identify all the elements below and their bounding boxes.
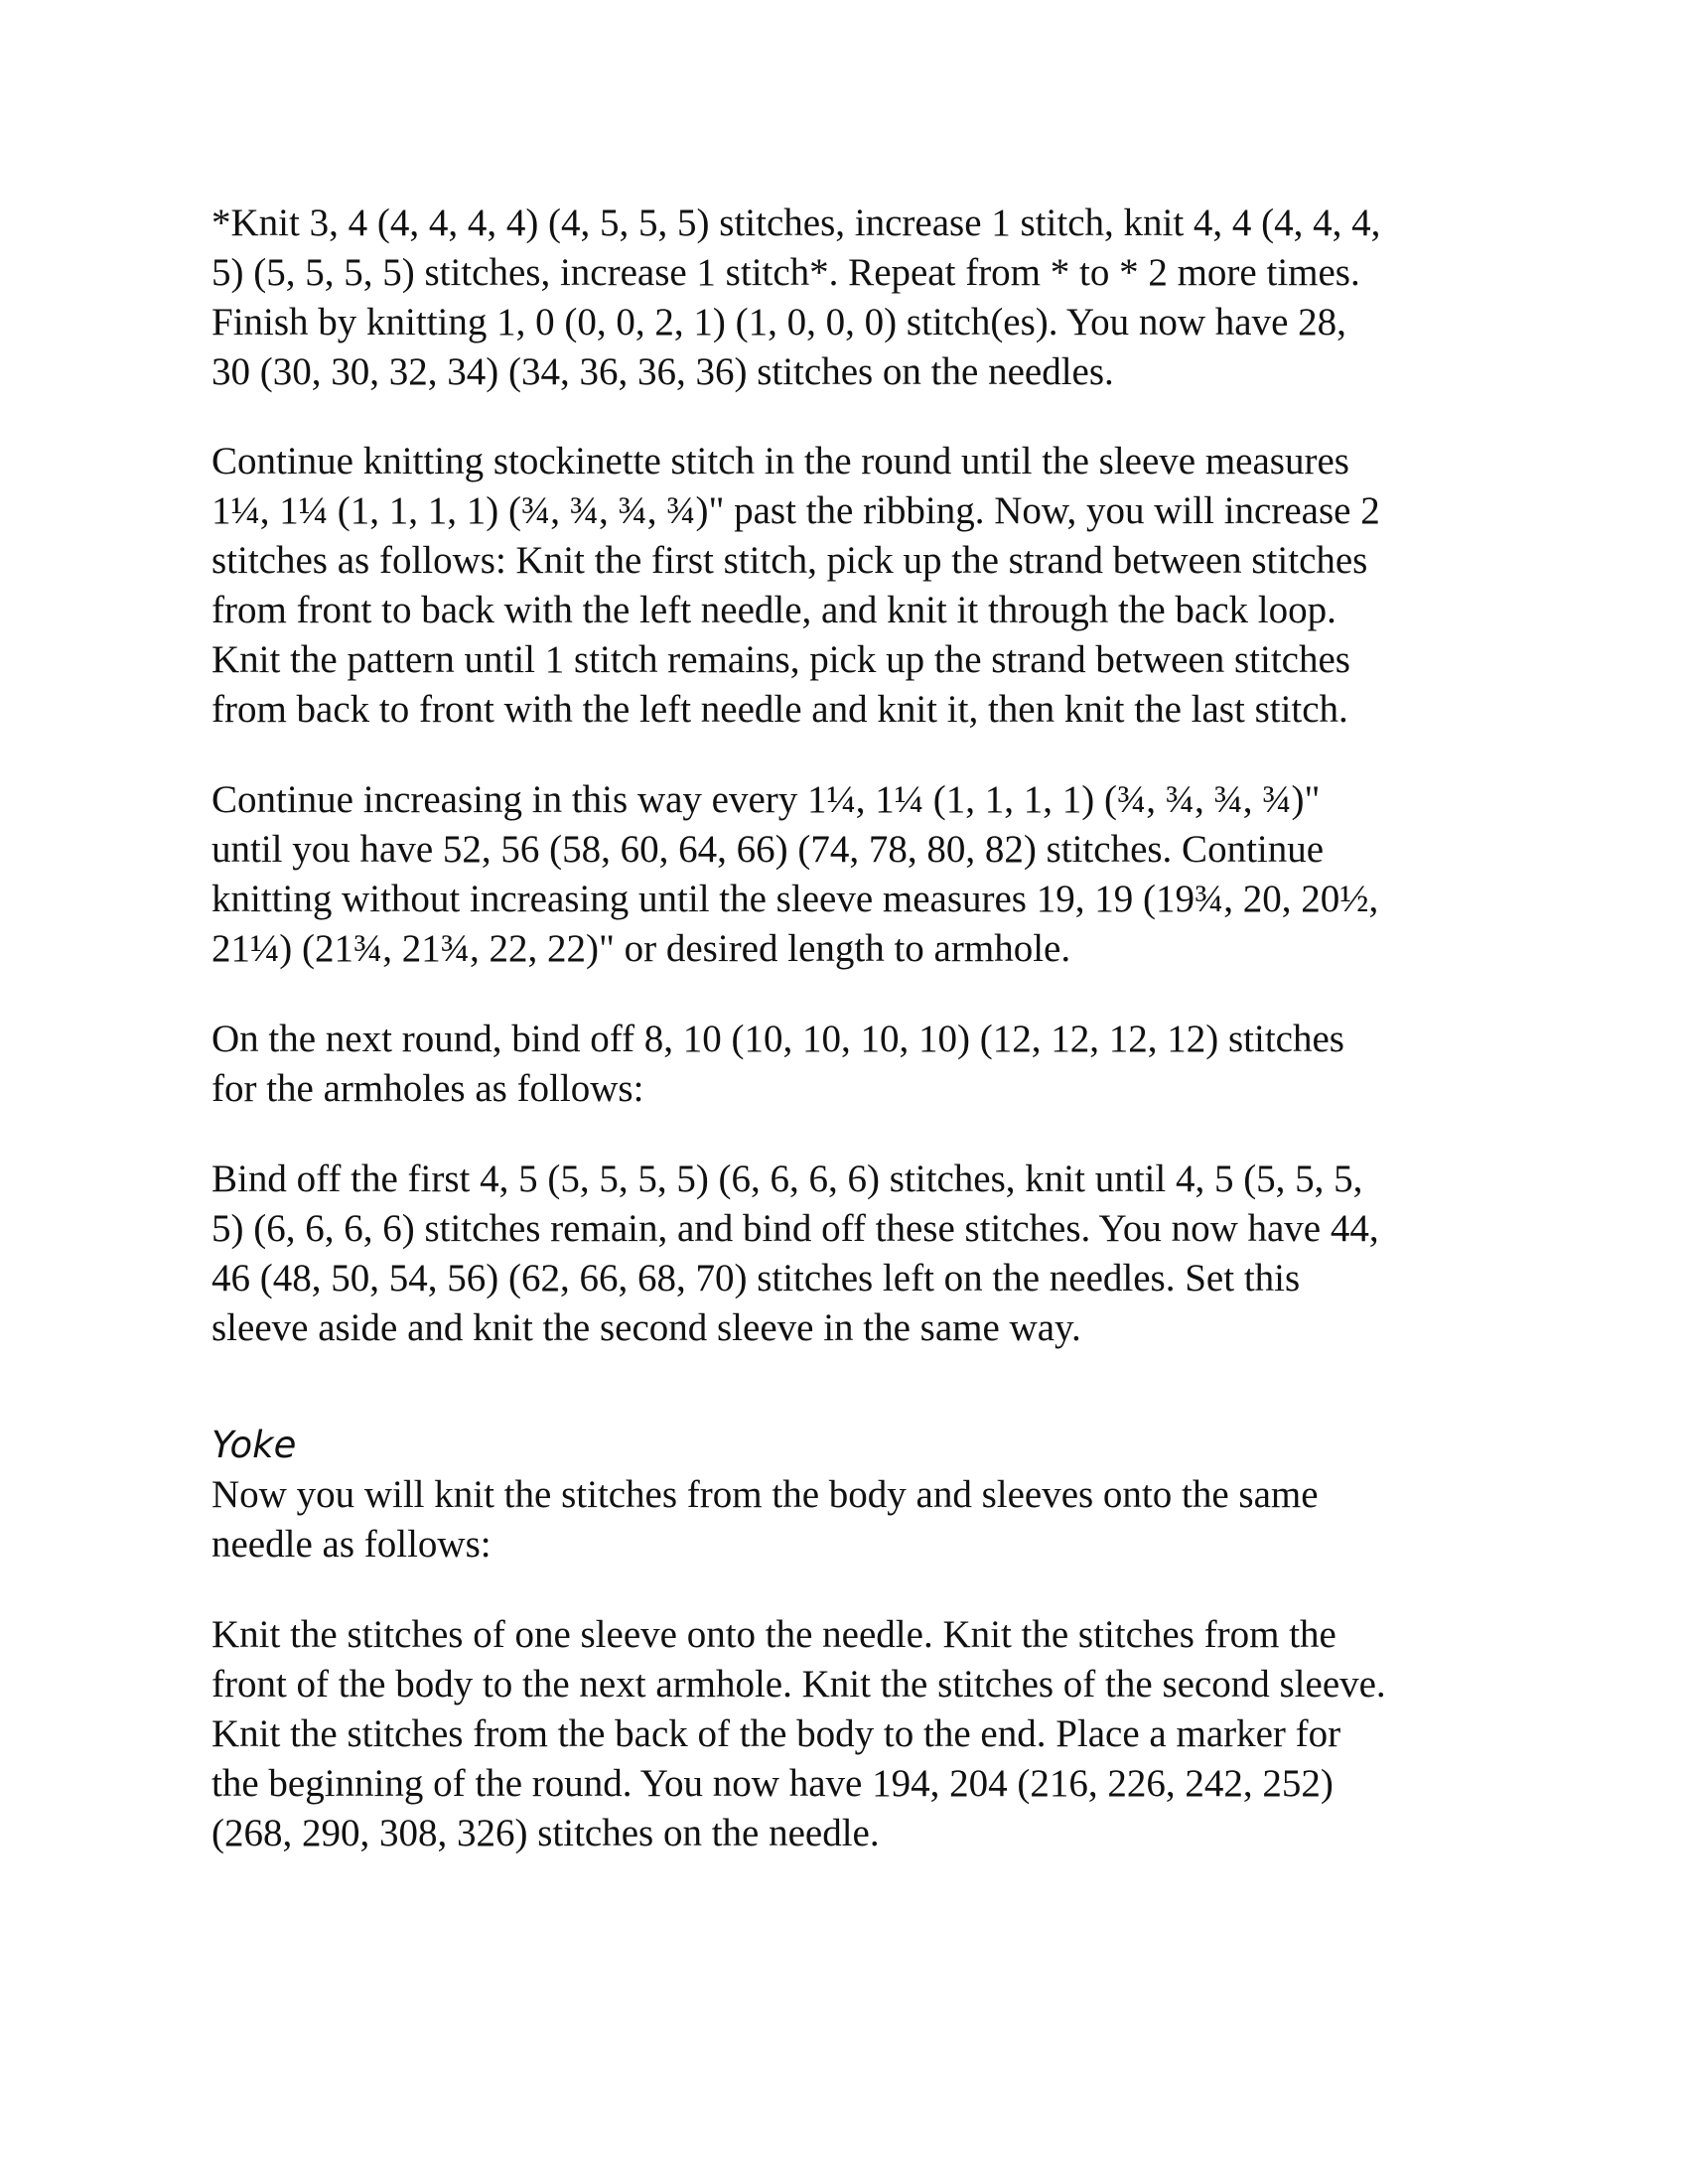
paragraph-stockinette-increase: Continue knitting stockinette stitch in the round until the sleeve measures 1¼, 1¼ (1, 1, 1, 1) (¾, ¾, ¾, ¾)" past the ribbing. Now, you will increase 2 stitches as follows: Knit the first stitch, pick up the strand between stitches from front to back with the left needle, and knit it through the back loop. Knit the pattern until 1 stitch remains, pick up the strand between stitches from back to front with the left needle and knit it, then knit the last stitch.: [211, 440, 1380, 731]
paragraph-yoke-joining: Knit the stitches of one sleeve onto the needle. Knit the stitches from the front of the body to the next armhole. Knit the stitches of the second sleeve. Knit the stitches from the back of the body to the end. Place a marker for the beginning of the round. You now have 194, 204 (216, 226, 242, 252) (268, 290, 308, 326) stitches on the needle.: [211, 1613, 1386, 1854]
paragraph-bind-off-armholes: On the next round, bind off 8, 10 (10, 10, 10, 10) (12, 12, 12, 12) stitches for the armholes as follows:: [211, 1018, 1344, 1110]
section-heading-yoke: Yoke: [211, 1424, 297, 1466]
paragraph-bind-off-details: Bind off the first 4, 5 (5, 5, 5, 5) (6, 6, 6, 6) stitches, knit until 4, 5 (5, 5, 5, 5) (6, 6, 6, 6) stitches remain, and bind off these stitches. You now have 44, 46 (48, 50, 54, 56) (62, 66, 68, 70) stitches left on the needles. Set this sleeve aside and knit the second sleeve in the same way.: [211, 1158, 1379, 1349]
document-body: [211, 199, 1492, 1858]
paragraph-continue-increasing: Continue increasing in this way every 1¼, 1¼ (1, 1, 1, 1) (¾, ¾, ¾, ¾)" until you have 52, 56 (58, 60, 64, 66) (74, 78, 80, 82) stitches. Continue knitting without increasing until the sleeve measures 19, 19 (19¾, 20, 20½, 21¼) (21¾, 21¾, 22, 22)" or desired length to armhole.: [211, 778, 1379, 970]
paragraph-increase-round: *Knit 3, 4 (4, 4, 4, 4) (4, 5, 5, 5) stitches, increase 1 stitch, knit 4, 4 (4, 4, 4, 5) (5, 5, 5, 5) stitches, increase 1 stitch*. Repeat from * to * 2 more times. Finish by knitting 1, 0 (0, 0, 2, 1) (1, 0, 0, 0) stitch(es). You now have 28, 30 (30, 30, 32, 34) (34, 36, 36, 36) stitches on the needles.: [211, 202, 1381, 393]
paragraph-yoke-intro: Now you will knit the stitches from the body and sleeves onto the same needle as follows:: [211, 1473, 1319, 1566]
